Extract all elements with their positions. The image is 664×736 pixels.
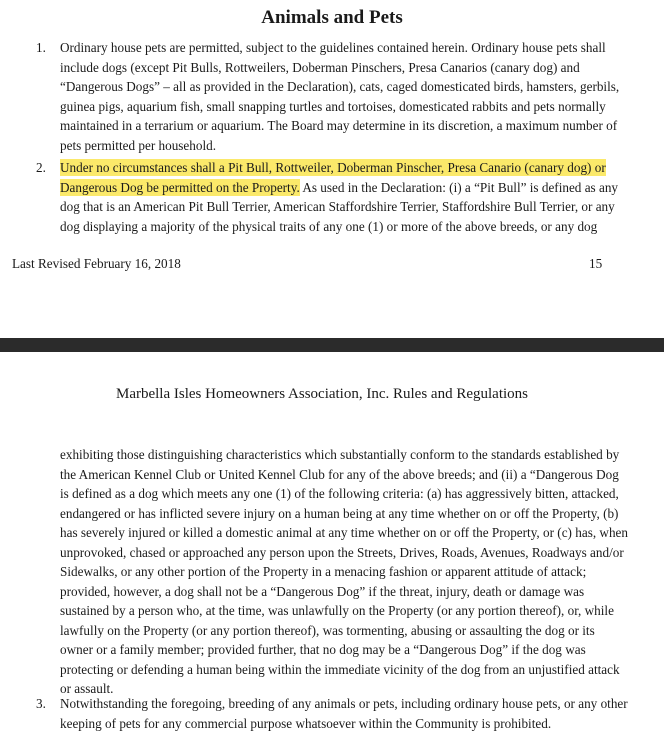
page-header: Marbella Isles Homeowners Association, Inc. Rules and Regulations: [115, 386, 528, 402]
list-item-text: [60, 158, 636, 236]
text-line: provided, however, a dog shall not be a “Dangerous Dog” if the threat, injury, death or damage was: [60, 583, 585, 599]
list-number: 1.: [36, 40, 46, 55]
text-line: Sidewalks, or any other portion of the Property in a menacing fashion or apparent attitude of attack;: [60, 564, 587, 579]
list-number: 3.: [36, 696, 46, 711]
highlighted-text: Dangerous Dog be permitted on the Property.: [60, 179, 300, 195]
text-line: Ordinary house pets are permitted, subject to the guidelines contained herein. Ordinary house pets shall: [60, 40, 606, 55]
text-line: has severely injured or killed a domestic animal at any time whether on or off the Property, or (c) has, when: [60, 525, 628, 540]
list-item-1: [36, 38, 636, 155]
text-line: is defined as a dog which meets any one (1) of the following criteria: (a) has aggressively bitten, attacked,: [60, 486, 619, 501]
text-line: guinea pigs, aquarium fish, small snapping turtles and tortoises, domesticated rabbits and pets normally: [60, 98, 606, 114]
text-line: dog displaying a majority of the physical traits of any one (1) or more of the above breeds, or any dog: [60, 218, 598, 234]
text-line: “Dangerous Dogs” – all as provided in the Declaration), cats, caged domesticated birds, hamsters, gerbils,: [60, 79, 620, 94]
list-item-2: [36, 158, 636, 236]
text-line: lawfully on the Property (or any portion thereof), was tormenting, abusing or assaulting the dog or its: [60, 622, 595, 638]
list-number: 2.: [36, 160, 46, 175]
list-item-text: [60, 694, 636, 733]
text-line: keeping of pets for any commercial purpose whatsoever within the Community is prohibited.: [60, 715, 552, 731]
page-number: 15: [589, 256, 603, 271]
text-line: pets permitted per household.: [60, 137, 217, 153]
highlighted-text: Under no circumstances shall a Pit Bull, Rottweiler, Doberman Pinscher, Presa Canario (canary dog) or: [60, 160, 606, 175]
text-line: maintained in a terrarium or aquarium. The Board may determine in its discretion, a maximum number of: [60, 118, 618, 133]
text-line: the American Kennel Club or United Kennel Club for any of the above breeds; and (ii) a “Dangerous Dog: [60, 466, 619, 482]
text-line: owner or a family member; provided further, that no dog may be a “Dangerous Dog” if the dog was: [60, 642, 586, 657]
text-line: include dogs (except Pit Bulls, Rottweilers, Doberman Pinschers, Presa Canarios (canary dog) and: [60, 59, 580, 75]
last-revised-footer: Last Revised February 16, 2018: [12, 256, 181, 271]
continuation-paragraph: [60, 445, 640, 699]
text-line: [60, 178, 636, 198]
page-separator: [0, 338, 664, 352]
text-line: endangered or has inflicted severe injury on a human being at any time whether on or off the Property, (b): [60, 505, 619, 521]
text-line: Notwithstanding the foregoing, breeding of any animals or pets, including ordinary house pets, or any other: [60, 696, 628, 711]
list-item-3: [36, 694, 636, 733]
section-heading: Animals and Pets: [261, 7, 403, 28]
text-span: As used in the Declaration: (i) a “Pit Bull” is defined as any: [299, 179, 619, 195]
text-line: unprovoked, chased or approached any person upon the Streets, Drives, Roads, Avenues, Roadways and/or: [60, 544, 624, 560]
text-line: [60, 158, 636, 178]
text-line: protecting or defending a human being within the immediate vicinity of the dog from an unjustified attack: [60, 661, 620, 677]
text-line: exhibiting those distinguishing characteristics which substantially conform to the standards established by: [60, 447, 620, 462]
text-line: or assault.: [60, 681, 114, 696]
text-line: sustained by a person who, at the time, was unlawfully on the Property (or any portion thereof), or, while: [60, 603, 614, 618]
list-item-text: [60, 38, 636, 155]
text-line: dog that is an American Pit Bull Terrier, American Staffordshire Terrier, Staffordshire Bull Terrier, or any: [60, 199, 615, 214]
